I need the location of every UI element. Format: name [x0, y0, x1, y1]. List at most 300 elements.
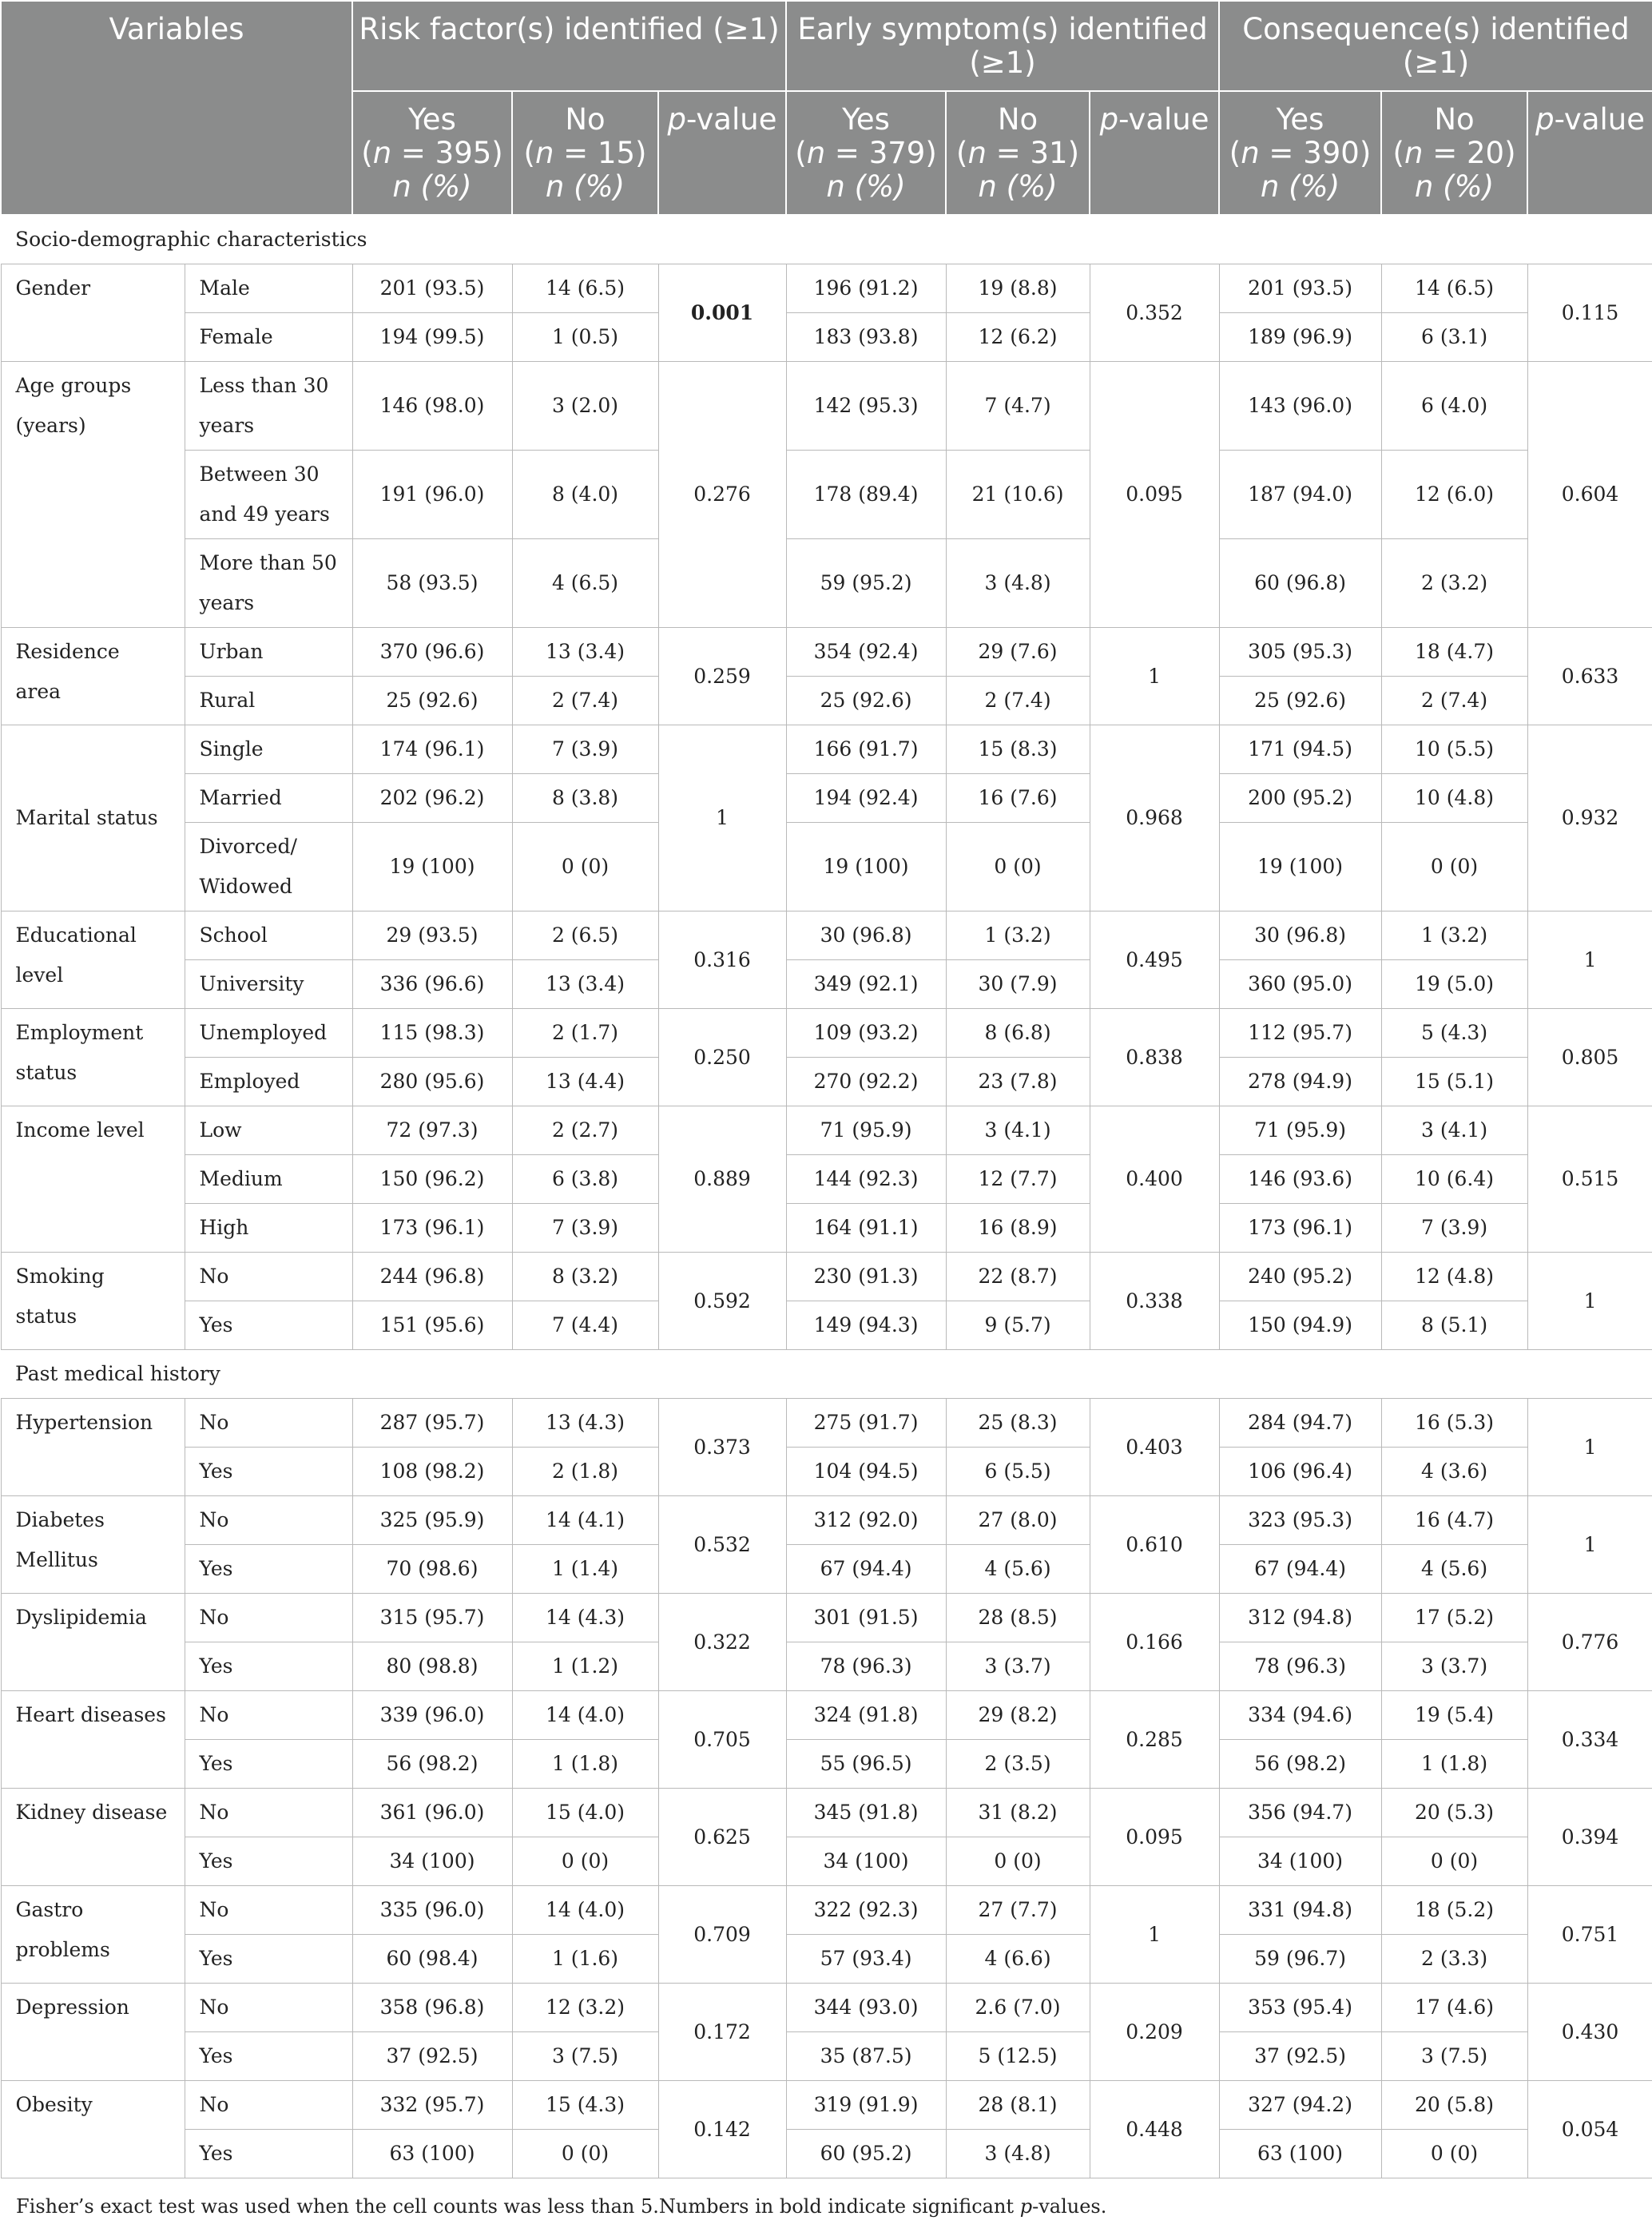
category-label: No — [185, 1886, 352, 1935]
cell-yes: 202 (96.2) — [352, 774, 512, 823]
category-label: Rural — [185, 677, 352, 725]
cell-no: 15 (5.1) — [1381, 1058, 1527, 1106]
p-value: 1 — [1527, 1253, 1652, 1350]
p-value: 0.625 — [658, 1789, 786, 1886]
header-n-eq: = — [1423, 136, 1467, 170]
p-value: 0.095 — [1090, 362, 1219, 628]
variable-name: Smoking status — [1, 1253, 185, 1350]
category-label: Yes — [185, 1837, 352, 1886]
table-row — [1, 2130, 1652, 2178]
cell-yes: 196 (91.2) — [786, 264, 946, 313]
p-value: 0.394 — [1527, 1789, 1652, 1886]
p-value: 0.776 — [1527, 1594, 1652, 1691]
header-n-symbol: n — [967, 136, 987, 170]
cell-yes: 106 (96.4) — [1219, 1448, 1381, 1496]
table-row — [1, 628, 1652, 677]
header-pvalue-cell — [658, 91, 786, 215]
cell-no: 10 (4.8) — [1381, 774, 1527, 823]
cell-no: 18 (5.2) — [1381, 1886, 1527, 1935]
cell-no: 2 (3.2) — [1381, 539, 1527, 628]
cell-yes: 360 (95.0) — [1219, 960, 1381, 1009]
cell-yes: 270 (92.2) — [786, 1058, 946, 1106]
header-n-value: 379 — [868, 136, 926, 170]
table-header — [1, 1, 1652, 215]
p-value: 1 — [1527, 1496, 1652, 1594]
category-label: Yes — [185, 1935, 352, 1984]
cell-no: 1 (1.2) — [512, 1642, 658, 1691]
cell-no: 0 (0) — [512, 1837, 658, 1886]
category-label: Yes — [185, 1448, 352, 1496]
header-no-label: No — [997, 102, 1038, 137]
header-n-symbol: n — [534, 136, 554, 170]
cell-no: 6 (3.8) — [512, 1155, 658, 1204]
cell-yes: 324 (91.8) — [786, 1691, 946, 1740]
category-label: No — [185, 1789, 352, 1837]
header-n-open: ( — [361, 136, 373, 170]
header-n-value: 395 — [435, 136, 492, 170]
category-label: No — [185, 1691, 352, 1740]
cell-no: 3 (4.1) — [1381, 1106, 1527, 1155]
category-label: No — [185, 1594, 352, 1642]
cell-no: 5 (12.5) — [946, 2032, 1090, 2081]
header-n-close: ) — [491, 136, 503, 170]
category-label: University — [185, 960, 352, 1009]
p-value: 0.142 — [658, 2081, 786, 2178]
p-value: 0.592 — [658, 1253, 786, 1350]
cell-yes: 327 (94.2) — [1219, 2081, 1381, 2130]
cell-no: 0 (0) — [1381, 823, 1527, 911]
cell-yes: 37 (92.5) — [352, 2032, 512, 2081]
table-row — [1, 1740, 1652, 1789]
cell-no: 12 (6.2) — [946, 313, 1090, 362]
header-n-eq: = — [391, 136, 435, 170]
cell-yes: 25 (92.6) — [1219, 677, 1381, 725]
cell-yes: 323 (95.3) — [1219, 1496, 1381, 1545]
cell-no: 19 (5.0) — [1381, 960, 1527, 1009]
table-row — [1, 823, 1652, 911]
p-value: 0.751 — [1527, 1886, 1652, 1984]
section-row — [1, 1350, 1652, 1399]
p-value: 0.532 — [658, 1496, 786, 1594]
p-value: 0.276 — [658, 362, 786, 628]
cell-no: 15 (8.3) — [946, 725, 1090, 774]
header-n-eq: = — [1259, 136, 1304, 170]
cell-no: 13 (4.3) — [512, 1399, 658, 1448]
p-value: 0.338 — [1090, 1253, 1219, 1350]
cell-yes: 72 (97.3) — [352, 1106, 512, 1155]
header-variables: Variables — [1, 1, 352, 215]
variable-name: Hypertension — [1, 1399, 185, 1496]
header-pvalue-cell — [1090, 91, 1219, 215]
cell-no: 16 (7.6) — [946, 774, 1090, 823]
category-label: Yes — [185, 1301, 352, 1350]
header-n-pct-symbol: n — [1414, 169, 1434, 204]
header-no-label: No — [1434, 102, 1475, 137]
header-pct: (%) — [1279, 169, 1340, 204]
variable-name: Heart diseases — [1, 1691, 185, 1789]
cell-yes: 34 (100) — [352, 1837, 512, 1886]
header-n-close: ) — [635, 136, 647, 170]
header-n-open: ( — [523, 136, 535, 170]
table-row — [1, 1204, 1652, 1253]
p-value: 0.322 — [658, 1594, 786, 1691]
table-row — [1, 1545, 1652, 1594]
cell-yes: 115 (98.3) — [352, 1009, 512, 1058]
cell-no: 16 (8.9) — [946, 1204, 1090, 1253]
cell-no: 2 (6.5) — [512, 911, 658, 960]
category-label: Female — [185, 313, 352, 362]
cell-no: 1 (1.4) — [512, 1545, 658, 1594]
cell-yes: 358 (96.8) — [352, 1984, 512, 2032]
cell-yes: 63 (100) — [352, 2130, 512, 2178]
cell-yes: 29 (93.5) — [352, 911, 512, 960]
cell-no: 3 (4.8) — [946, 2130, 1090, 2178]
cell-no: 3 (7.5) — [512, 2032, 658, 2081]
header-n-symbol: n — [372, 136, 392, 170]
cell-no: 28 (8.1) — [946, 2081, 1090, 2130]
cell-yes: 319 (91.9) — [786, 2081, 946, 2130]
cell-yes: 194 (99.5) — [352, 313, 512, 362]
p-value: 1 — [1090, 1886, 1219, 1984]
header-pvalue-dash: -value — [1118, 102, 1209, 137]
p-value: 0.709 — [658, 1886, 786, 1984]
cell-no: 12 (7.7) — [946, 1155, 1090, 1204]
cell-no: 2 (1.8) — [512, 1448, 658, 1496]
cell-no: 17 (5.2) — [1381, 1594, 1527, 1642]
table-row — [1, 1155, 1652, 1204]
cell-no: 3 (3.7) — [946, 1642, 1090, 1691]
cell-no: 30 (7.9) — [946, 960, 1090, 1009]
table-body — [1, 215, 1652, 2178]
cell-yes: 173 (96.1) — [352, 1204, 512, 1253]
cell-yes: 112 (95.7) — [1219, 1009, 1381, 1058]
p-value: 0.001 — [658, 264, 786, 362]
header-pct: (%) — [411, 169, 472, 204]
cell-yes: 339 (96.0) — [352, 1691, 512, 1740]
header-yes-cell — [352, 91, 512, 215]
cell-no: 15 (4.3) — [512, 2081, 658, 2130]
cell-yes: 194 (92.4) — [786, 774, 946, 823]
cell-yes: 109 (93.2) — [786, 1009, 946, 1058]
cell-no: 3 (4.1) — [946, 1106, 1090, 1155]
variable-name: Depression — [1, 1984, 185, 2081]
p-value: 0.889 — [658, 1106, 786, 1253]
p-value: 1 — [658, 725, 786, 911]
cell-no: 1 (1.8) — [1381, 1740, 1527, 1789]
variable-name: Residence area — [1, 628, 185, 725]
cell-no: 23 (7.8) — [946, 1058, 1090, 1106]
cell-yes: 19 (100) — [786, 823, 946, 911]
cell-yes: 34 (100) — [786, 1837, 946, 1886]
table-row — [1, 725, 1652, 774]
header-n-symbol: n — [806, 136, 826, 170]
table-row — [1, 1301, 1652, 1350]
cell-no: 3 (4.8) — [946, 539, 1090, 628]
p-value: 0.172 — [658, 1984, 786, 2081]
cell-no: 4 (6.6) — [946, 1935, 1090, 1984]
header-pvalue-cell — [1527, 91, 1652, 215]
category-label: Yes — [185, 1740, 352, 1789]
category-label: Yes — [185, 1642, 352, 1691]
cell-yes: 353 (95.4) — [1219, 1984, 1381, 2032]
cell-no: 14 (4.3) — [512, 1594, 658, 1642]
cell-no: 19 (8.8) — [946, 264, 1090, 313]
variable-name: Marital status — [1, 725, 185, 911]
cell-yes: 356 (94.7) — [1219, 1789, 1381, 1837]
header-yes-label: Yes — [1276, 102, 1324, 137]
cell-yes: 19 (100) — [1219, 823, 1381, 911]
cell-yes: 173 (96.1) — [1219, 1204, 1381, 1253]
cell-no: 6 (5.5) — [946, 1448, 1090, 1496]
header-n-close: ) — [1359, 136, 1372, 170]
p-value: 1 — [1527, 1399, 1652, 1496]
cell-no: 13 (4.4) — [512, 1058, 658, 1106]
cell-yes: 146 (93.6) — [1219, 1155, 1381, 1204]
table-row — [1, 1448, 1652, 1496]
cell-no: 16 (4.7) — [1381, 1496, 1527, 1545]
cell-yes: 191 (96.0) — [352, 451, 512, 539]
header-n-eq: = — [554, 136, 598, 170]
cell-yes: 178 (89.4) — [786, 451, 946, 539]
cell-yes: 151 (95.6) — [352, 1301, 512, 1350]
p-value: 0.115 — [1527, 264, 1652, 362]
footnote-p: p — [1019, 2195, 1033, 2218]
cell-yes: 143 (96.0) — [1219, 362, 1381, 451]
header-pvalue-dash: -value — [1554, 102, 1645, 137]
header-pvalue-p: p — [667, 102, 687, 137]
header-n-pct-symbol: n — [978, 169, 997, 204]
variable-name: Obesity — [1, 2081, 185, 2178]
cell-no: 7 (3.9) — [512, 1204, 658, 1253]
category-label: Low — [185, 1106, 352, 1155]
cell-no: 3 (3.7) — [1381, 1642, 1527, 1691]
header-n-open: ( — [1229, 136, 1241, 170]
p-value: 0.448 — [1090, 2081, 1219, 2178]
category-label: No — [185, 2081, 352, 2130]
p-value: 0.610 — [1090, 1496, 1219, 1594]
cell-yes: 78 (96.3) — [786, 1642, 946, 1691]
cell-no: 2 (1.7) — [512, 1009, 658, 1058]
p-value: 0.209 — [1090, 1984, 1219, 2081]
cell-no: 22 (8.7) — [946, 1253, 1090, 1301]
cell-no: 5 (4.3) — [1381, 1009, 1527, 1058]
category-label: Medium — [185, 1155, 352, 1204]
cell-yes: 331 (94.8) — [1219, 1886, 1381, 1935]
category-label: No — [185, 1253, 352, 1301]
cell-no: 2 (2.7) — [512, 1106, 658, 1155]
cell-no: 14 (4.1) — [512, 1496, 658, 1545]
p-value: 0.633 — [1527, 628, 1652, 725]
header-pct: (%) — [996, 169, 1058, 204]
category-label: Divorced/ Widowed — [185, 823, 352, 911]
table-row — [1, 774, 1652, 823]
cell-no: 8 (6.8) — [946, 1009, 1090, 1058]
cell-yes: 230 (91.3) — [786, 1253, 946, 1301]
cell-no: 1 (1.6) — [512, 1935, 658, 1984]
header-n-pct-symbol: n — [392, 169, 411, 204]
cell-no: 14 (4.0) — [512, 1691, 658, 1740]
p-value: 0.250 — [658, 1009, 786, 1106]
cell-no: 4 (6.5) — [512, 539, 658, 628]
cell-no: 0 (0) — [512, 2130, 658, 2178]
cell-yes: 332 (95.7) — [352, 2081, 512, 2130]
p-value: 0.805 — [1527, 1009, 1652, 1106]
header-n-open: ( — [1392, 136, 1404, 170]
table-row — [1, 1642, 1652, 1691]
section-row — [1, 215, 1652, 264]
cell-yes: 325 (95.9) — [352, 1496, 512, 1545]
p-value: 0.352 — [1090, 264, 1219, 362]
header-yes-label: Yes — [842, 102, 890, 137]
cell-yes: 71 (95.9) — [786, 1106, 946, 1155]
cell-yes: 58 (93.5) — [352, 539, 512, 628]
header-n-value: 15 — [597, 136, 636, 170]
cell-yes: 334 (94.6) — [1219, 1691, 1381, 1740]
header-pct: (%) — [1433, 169, 1495, 204]
cell-yes: 35 (87.5) — [786, 2032, 946, 2081]
cell-yes: 187 (94.0) — [1219, 451, 1381, 539]
cell-yes: 108 (98.2) — [352, 1448, 512, 1496]
cell-no: 29 (8.2) — [946, 1691, 1090, 1740]
p-value: 0.095 — [1090, 1789, 1219, 1886]
p-value: 0.604 — [1527, 362, 1652, 628]
table-row — [1, 1009, 1652, 1058]
header-n-pct-symbol: n — [1260, 169, 1280, 204]
header-n-eq: = — [825, 136, 869, 170]
header-n-value: 31 — [1030, 136, 1068, 170]
cell-no: 12 (6.0) — [1381, 451, 1527, 539]
category-label: Between 30 and 49 years — [185, 451, 352, 539]
header-yes-cell — [786, 91, 946, 215]
cell-no: 2 (7.4) — [946, 677, 1090, 725]
table-row — [1, 1789, 1652, 1837]
cell-no: 31 (8.2) — [946, 1789, 1090, 1837]
header-n-close: ) — [1067, 136, 1079, 170]
cell-yes: 60 (96.8) — [1219, 539, 1381, 628]
cell-yes: 25 (92.6) — [352, 677, 512, 725]
header-n-pct-symbol: n — [826, 169, 845, 204]
cell-no: 8 (4.0) — [512, 451, 658, 539]
variable-name: Dyslipidemia — [1, 1594, 185, 1691]
header-pct: (%) — [564, 169, 625, 204]
cell-yes: 149 (94.3) — [786, 1301, 946, 1350]
header-n-eq: = — [986, 136, 1031, 170]
p-value: 0.400 — [1090, 1106, 1219, 1253]
header-no-cell — [946, 91, 1090, 215]
cell-no: 12 (4.8) — [1381, 1253, 1527, 1301]
p-value: 0.495 — [1090, 911, 1219, 1009]
category-label: Married — [185, 774, 352, 823]
header-n-open: ( — [795, 136, 807, 170]
p-value: 0.515 — [1527, 1106, 1652, 1253]
cell-yes: 354 (92.4) — [786, 628, 946, 677]
p-value: 0.838 — [1090, 1009, 1219, 1106]
category-label: Yes — [185, 2130, 352, 2178]
cell-yes: 370 (96.6) — [352, 628, 512, 677]
variable-name: Age groups (years) — [1, 362, 185, 628]
cell-yes: 25 (92.6) — [786, 677, 946, 725]
footnote-text: Fisher’s exact test was used when the cell counts was less than 5.Numbers in bold indicate significant — [16, 2195, 1020, 2218]
cell-yes: 201 (93.5) — [352, 264, 512, 313]
cell-no: 21 (10.6) — [946, 451, 1090, 539]
header-group-consequence: Consequence(s) identified (≥1) — [1219, 1, 1652, 91]
section-title: Socio-demographic characteristics — [1, 215, 1652, 264]
header-n-pct-symbol: n — [545, 169, 565, 204]
cell-no: 19 (5.4) — [1381, 1691, 1527, 1740]
cell-yes: 200 (95.2) — [1219, 774, 1381, 823]
cell-no: 25 (8.3) — [946, 1399, 1090, 1448]
p-value: 0.968 — [1090, 725, 1219, 911]
cell-yes: 19 (100) — [352, 823, 512, 911]
p-value: 1 — [1090, 628, 1219, 725]
cell-no: 0 (0) — [1381, 2130, 1527, 2178]
cell-no: 10 (5.5) — [1381, 725, 1527, 774]
cell-yes: 56 (98.2) — [352, 1740, 512, 1789]
cell-yes: 305 (95.3) — [1219, 628, 1381, 677]
cell-no: 0 (0) — [946, 1837, 1090, 1886]
cell-no: 4 (3.6) — [1381, 1448, 1527, 1496]
cell-no: 2 (7.4) — [1381, 677, 1527, 725]
table-row — [1, 2032, 1652, 2081]
cell-yes: 315 (95.7) — [352, 1594, 512, 1642]
cell-yes: 60 (98.4) — [352, 1935, 512, 1984]
cell-no: 28 (8.5) — [946, 1594, 1090, 1642]
cell-yes: 201 (93.5) — [1219, 264, 1381, 313]
header-n-symbol: n — [1404, 136, 1424, 170]
header-pvalue-p: p — [1535, 102, 1555, 137]
cell-no: 7 (4.7) — [946, 362, 1090, 451]
cell-no: 16 (5.3) — [1381, 1399, 1527, 1448]
table-row — [1, 2081, 1652, 2130]
cell-yes: 361 (96.0) — [352, 1789, 512, 1837]
table-row — [1, 1691, 1652, 1740]
header-no-label: No — [565, 102, 606, 137]
table-row — [1, 1837, 1652, 1886]
table-row — [1, 362, 1652, 451]
cell-no: 0 (0) — [512, 823, 658, 911]
cell-yes: 71 (95.9) — [1219, 1106, 1381, 1155]
cell-yes: 59 (96.7) — [1219, 1935, 1381, 1984]
p-value: 0.166 — [1090, 1594, 1219, 1691]
cell-no: 7 (3.9) — [512, 725, 658, 774]
table-row — [1, 1399, 1652, 1448]
cell-yes: 240 (95.2) — [1219, 1253, 1381, 1301]
cell-yes: 345 (91.8) — [786, 1789, 946, 1837]
header-pct: (%) — [844, 169, 906, 204]
header-group-symptom: Early symptom(s) identified (≥1) — [786, 1, 1219, 91]
cell-no: 3 (2.0) — [512, 362, 658, 451]
p-value: 0.054 — [1527, 2081, 1652, 2178]
header-yes-cell — [1219, 91, 1381, 215]
cell-yes: 80 (98.8) — [352, 1642, 512, 1691]
cell-no: 4 (5.6) — [946, 1545, 1090, 1594]
cell-no: 4 (5.6) — [1381, 1545, 1527, 1594]
cell-yes: 59 (95.2) — [786, 539, 946, 628]
cell-yes: 164 (91.1) — [786, 1204, 946, 1253]
cell-no: 7 (3.9) — [1381, 1204, 1527, 1253]
cell-yes: 70 (98.6) — [352, 1545, 512, 1594]
p-value: 0.932 — [1527, 725, 1652, 911]
table-row — [1, 1106, 1652, 1155]
category-label: School — [185, 911, 352, 960]
table-row — [1, 1253, 1652, 1301]
p-value: 0.259 — [658, 628, 786, 725]
cell-no: 9 (5.7) — [946, 1301, 1090, 1350]
category-label: No — [185, 1496, 352, 1545]
table-row — [1, 1886, 1652, 1935]
cell-yes: 34 (100) — [1219, 1837, 1381, 1886]
cell-yes: 174 (96.1) — [352, 725, 512, 774]
